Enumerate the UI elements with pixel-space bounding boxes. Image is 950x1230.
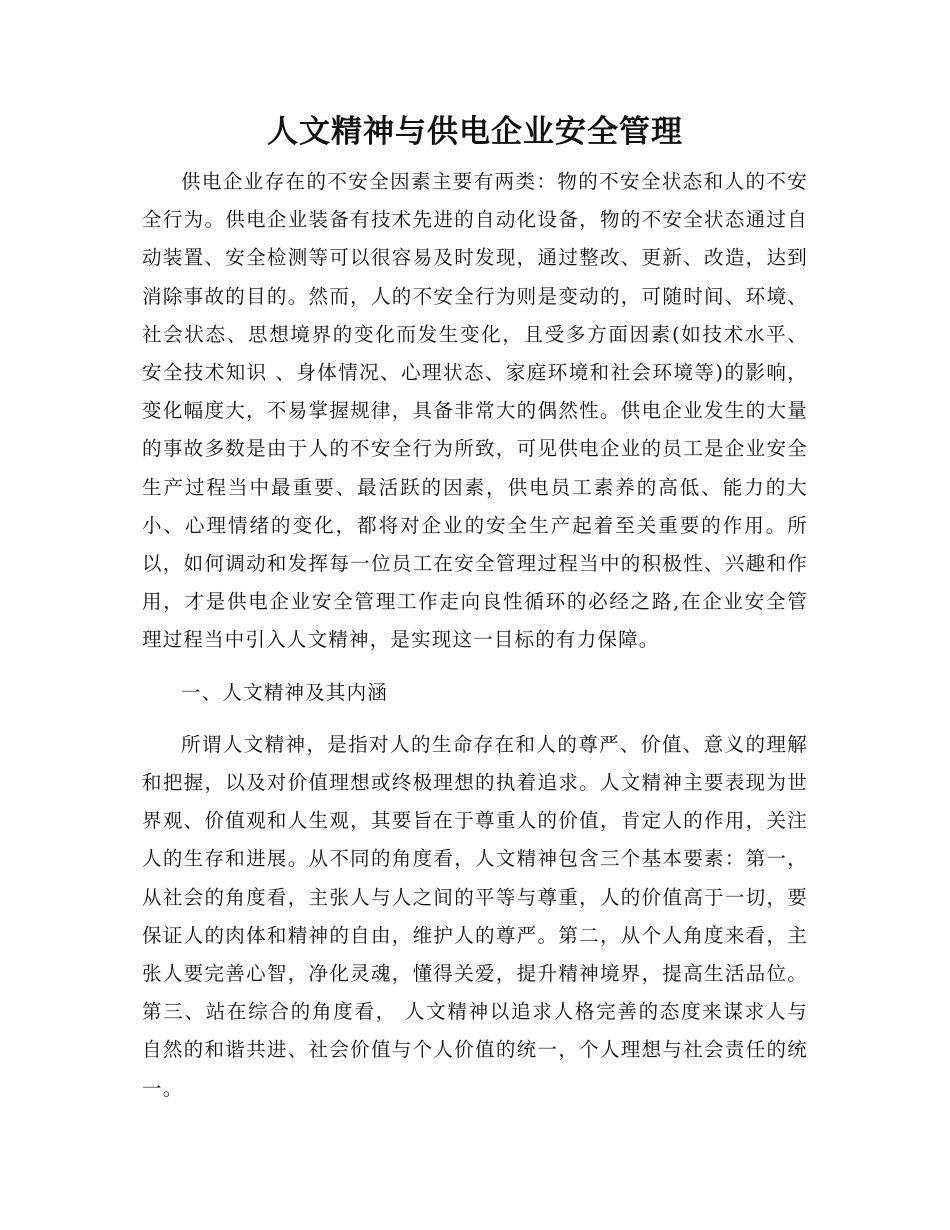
section-heading: 一、人文精神及其内涵 xyxy=(181,680,389,704)
section-paragraph: 所谓人文精神，是指对人的生命存在和人的尊严、价值、意义的理解和把握，以及对价值理想或终极理想的执着追求。人文精神主要表现为世界观、价值观和人生观，其要旨在于尊重人的价值，肯定人的作用，关注人的生存和进展。从不同的角度看，人文精神包含三个基本要素：第一，从社会的角度看，主张人与人之间的平等与尊重，人的价值高于一切，要保证人的肉体和精神的自由，维护人的尊严。第二，从个人角度来看，主张人要完善心智，净化灵魂，懂得关爱，提升精神境界，提高生活品位。第三、站在综合的角度看， 人文精神以追求人格完善的态度来谋求人与自然的和谐共进、社会价值与个人价值的统一，个人理想与社会责任的统一。 xyxy=(142,732,808,1100)
intro-paragraph: 供电企业存在的不安全因素主要有两类：物的不安全状态和人的不安全行为。供电企业装备有技术先进的自动化设备，物的不安全状态通过自动装置、安全检测等可以很容易及时发现，通过整改、更新、改造，达到消除事故的目的。然而，人的不安全行为则是变动的，可随时间、环境、社会状态、思想境界的变化而发生变化，且受多方面因素(如技术水平、安全技术知识 、身体情况、心理状态、家庭环境和社会环境等)的影响，变化幅度大，不易掌握规律，具备非常大的偶然性。供电企业发生的大量的事故多数是由于人的不安全行为所致，可见供电企业的员工是企业安全生产过程当中最重要、最活跃的因素，供电员工素养的高低、能力的大小、心理情绪的变化，都将对企业的安全生产起着至关重要的作用。所以，如何调动和发挥每一位员工在安全管理过程当中的积极性、兴趣和作用，才是供电企业安全管理工作走向良性循环的必经之路,在企业安全管理过程当中引入人文精神，是实现这一目标的有力保障。 xyxy=(142,170,808,652)
document-body xyxy=(142,163,808,1108)
document-title: 人文精神与供电企业安全管理 xyxy=(267,114,683,150)
